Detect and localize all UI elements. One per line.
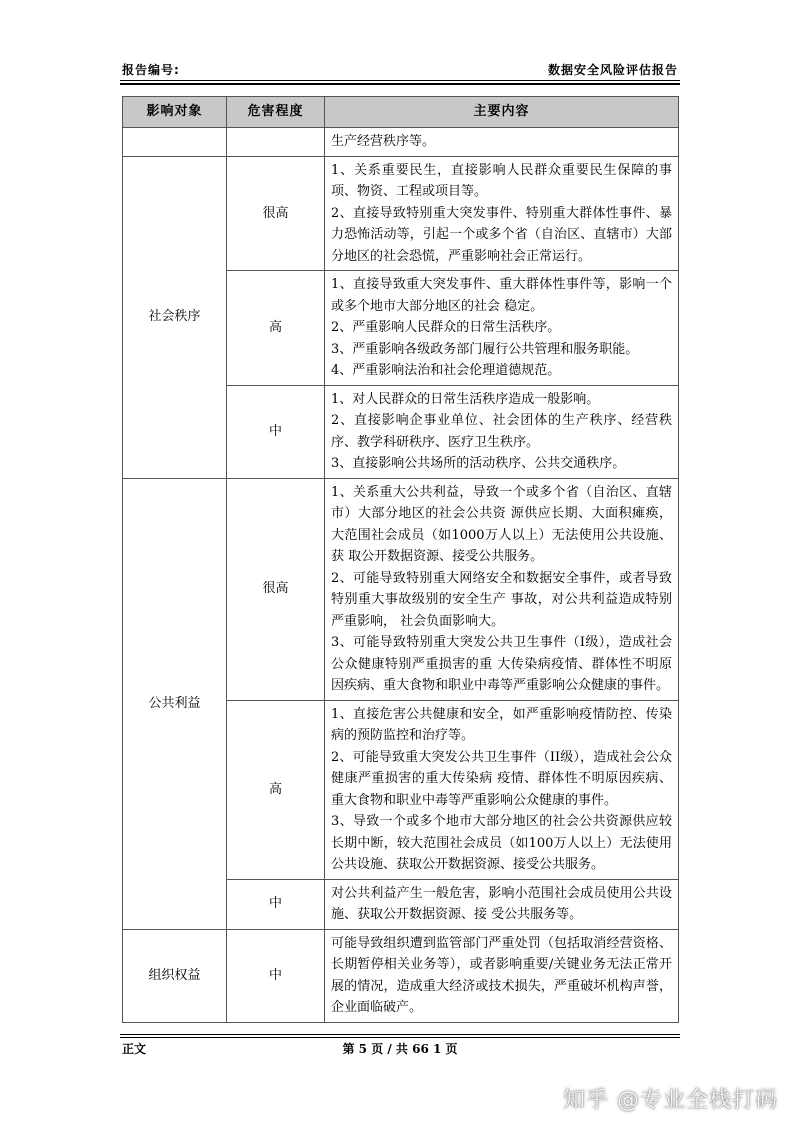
content-paragraph: 2、严重影响人民群众的日常生活秩序。 xyxy=(331,320,561,335)
level-cell: 很高 xyxy=(227,156,325,271)
object-cell xyxy=(123,128,227,157)
content-paragraph: 2、可能导致重大突发公共卫生事件（II级），造成社会公众健康严重损害的重大传染病 疫情、群体性不明原因疾病、重大食物和职业中毒等严重影响公众健康的事件。 xyxy=(331,749,672,808)
footer-rule-double xyxy=(120,1037,680,1038)
content-cell xyxy=(325,271,679,386)
level-cell: 高 xyxy=(227,700,325,879)
table-row xyxy=(123,929,679,1022)
content-cell xyxy=(325,929,679,1022)
page-number: 第 5 页 / 共 66 1 页 xyxy=(342,1042,458,1056)
table-header-row xyxy=(123,97,679,128)
content-cell xyxy=(325,156,679,271)
content-paragraph: 生产经营秩序等。 xyxy=(331,134,436,149)
footer-rule xyxy=(120,1034,680,1035)
level-cell xyxy=(227,128,325,157)
content-paragraph: 2、直接影响企事业单位、社会团体的生产秩序、经营秩序、教学科研秩序、医疗卫生秩序。 xyxy=(331,413,672,450)
content-paragraph: 1、关系重要民生，直接影响人民群众重要民生保障的事项、物资、工程或项目等。 xyxy=(331,162,672,199)
footer-section-label: 正文 xyxy=(122,1042,147,1056)
content-cell xyxy=(325,879,679,929)
report-number-label: 报告编号: xyxy=(122,63,180,77)
level-cell: 中 xyxy=(227,929,325,1022)
level-cell: 中 xyxy=(227,385,325,478)
table-row xyxy=(123,478,679,700)
object-cell: 公共利益 xyxy=(123,478,227,929)
header-rule xyxy=(120,80,680,81)
content-paragraph: 3、可能导致特别重大突发公共卫生事件（I级），造成社会公众健康特别严重损害的重 大传染病疫情、群体性不明原因疾病、重大食物和职业中毒等严重影响公众健康的事件。 xyxy=(331,635,672,693)
table-row xyxy=(123,156,679,271)
content-paragraph: 对公共利益产生一般危害，影响小范围社会成员使用公共设施、获取公开数据资源、接 受公共服务等。 xyxy=(331,885,672,922)
content-cell xyxy=(325,700,679,879)
impact-table xyxy=(122,96,679,1023)
page-header xyxy=(122,58,678,78)
content-paragraph: 3、直接影响公共场所的活动秩序、公共交通秩序。 xyxy=(331,456,626,471)
level-cell: 高 xyxy=(227,271,325,386)
content-paragraph: 1、直接导致重大突发事件、重大群体性事件等，影响一个或多个地市大部分地区的社会 稳定。 xyxy=(331,277,672,314)
content-paragraph: 2、直接导致特别重大突发事件、特别重大群体性事件、暴力恐怖活动等，引起一个或多个省（自治区、直辖市）大部分地区的社会恐慌，严重影响社会正常运行。 xyxy=(331,205,672,264)
level-cell: 中 xyxy=(227,879,325,929)
object-cell: 组织权益 xyxy=(123,929,227,1022)
watermark-text: 知乎 @专业全栈打码 xyxy=(563,1088,778,1113)
header-main-content: 主要内容 xyxy=(325,97,679,128)
content-cell xyxy=(325,385,679,478)
content-paragraph: 可能导致组织遭到监管部门严重处罚（包括取消经营资格、长期暂停相关业务等），或者影响重要/关键业务无法正常开展的情况，造成重大经济或技术损失，严重破坏机构声誉，企业面临破产。 xyxy=(331,935,672,1015)
content-cell xyxy=(325,478,679,700)
table-row xyxy=(123,128,679,157)
content-paragraph: 1、直接危害公共健康和安全，如严重影响疫情防控、传染病的预防监控和治疗等。 xyxy=(331,706,672,743)
header-impact-object: 影响对象 xyxy=(123,97,227,128)
report-title: 数据安全风险评估报告 xyxy=(547,63,678,77)
content-paragraph: 3、导致一个或多个地市大部分地区的社会公共资源供应较长期中断，较大范围社会成员（如100万人以上）无法使用公共设施、获取公开数据资源、接受公共服务。 xyxy=(331,814,672,872)
content-paragraph: 3、严重影响各级政务部门履行公共管理和服务职能。 xyxy=(331,341,639,357)
content-paragraph: 1、关系重大公共利益，导致一个或多个省（自治区、直辖市）大部分地区的社会公共资 源供应长期、大面积瘫痪，大范围社会成员（如1000万人以上）无法使用公共设施、获 取公开数据资源、接受公共服务。 xyxy=(331,484,672,564)
header-rule-thick xyxy=(120,83,680,85)
content-paragraph: 2、可能导致特别重大网络安全和数据安全事件，或者导致特别重大事故级别的安全生产 事故，对公共利益造成特别严重影响， 社会负面影响大。 xyxy=(331,570,672,629)
content-paragraph: 4、严重影响法治和社会伦理道德规范。 xyxy=(331,363,561,378)
header-harm-level: 危害程度 xyxy=(227,97,325,128)
level-cell: 很高 xyxy=(227,478,325,700)
content-cell xyxy=(325,128,679,157)
content-paragraph: 1、对人民群众的日常生活秩序造成一般影响。 xyxy=(331,391,600,407)
object-cell: 社会秩序 xyxy=(123,156,227,478)
